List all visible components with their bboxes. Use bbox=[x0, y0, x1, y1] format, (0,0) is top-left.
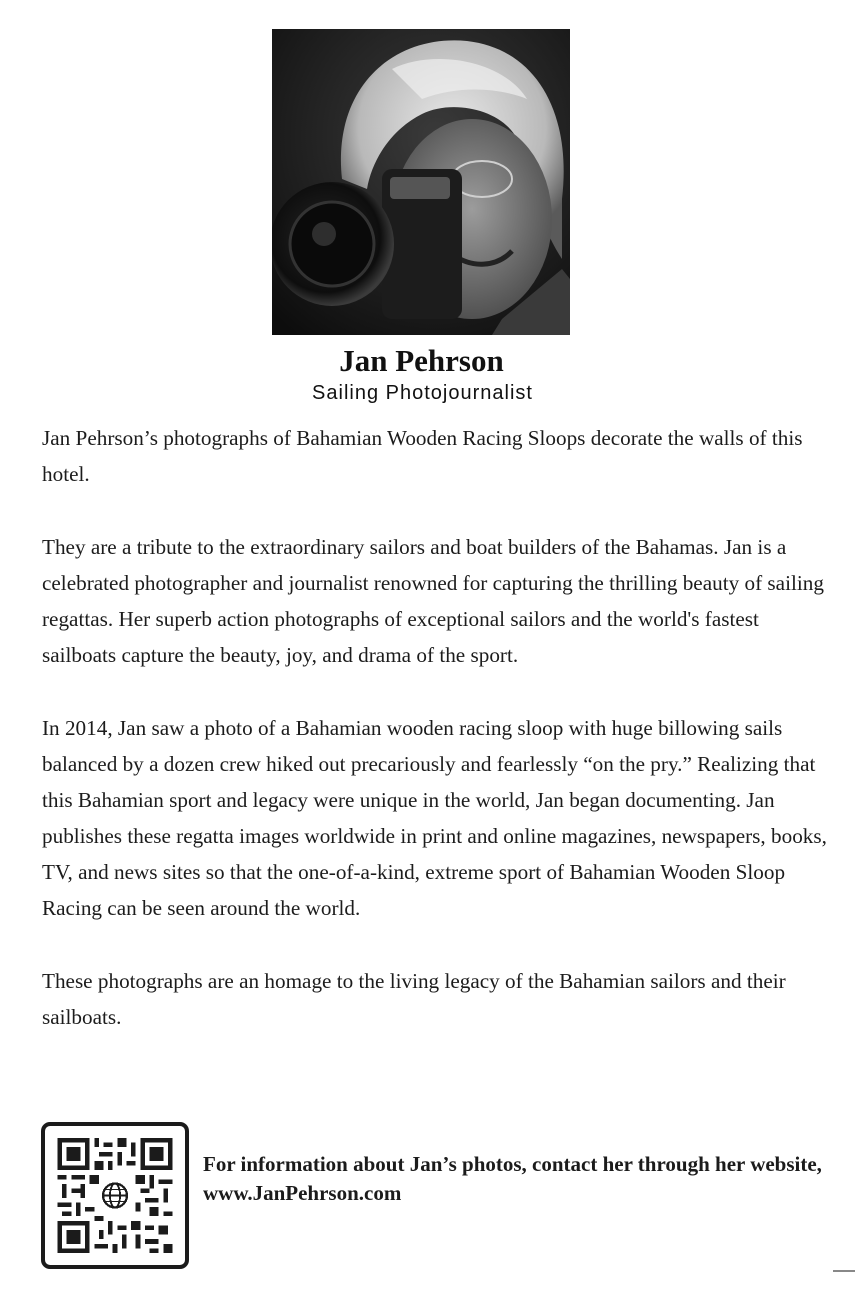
bio-paragraph: These photographs are an homage to the living legacy of the Bahamian sailors and their sailboats. bbox=[42, 969, 786, 1029]
person-name: Jan Pehrson bbox=[339, 343, 504, 378]
bio-paragraph: They are a tribute to the extraordinary sailors and boat builders of the Bahamas. Jan is a celebrated photographer and journalist renowned for capturing the thrilling beauty of sailing regattas. Her superb action photographs of exceptional sailors and the world's fastest sailboats capture the beauty, joy, and drama of the sport. bbox=[42, 535, 824, 667]
bio-paragraph: In 2014, Jan saw a photo of a Bahamian wooden racing sloop with huge billowing sails balanced by a dozen crew hiked out precariously and fearlessly “on the pry.” Realizing that this Bahamian sport and legacy were unique in the world, Jan began documenting. Jan publishes these regatta images worldwide in print and online magazines, newspapers, books, TV, and news sites so that the one-of-a-kind, extreme sport of Bahamian Wooden Sloop Racing can be seen around the world. bbox=[42, 716, 827, 920]
person-role: Sailing Photojournalist bbox=[312, 382, 533, 404]
qr-code-icon bbox=[57, 1138, 173, 1253]
qr-code[interactable] bbox=[41, 1122, 189, 1269]
contact-info: For information about Jan’s photos, contact her through her website, www.JanPehrson.com bbox=[203, 1152, 822, 1205]
divider bbox=[833, 1270, 855, 1272]
portrait-photo bbox=[272, 29, 570, 335]
photographer-portrait-icon bbox=[272, 29, 570, 335]
bio-paragraph: Jan Pehrson’s photographs of Bahamian Wooden Racing Sloops decorate the walls of this hotel. bbox=[42, 426, 803, 486]
biography bbox=[42, 420, 832, 1072]
